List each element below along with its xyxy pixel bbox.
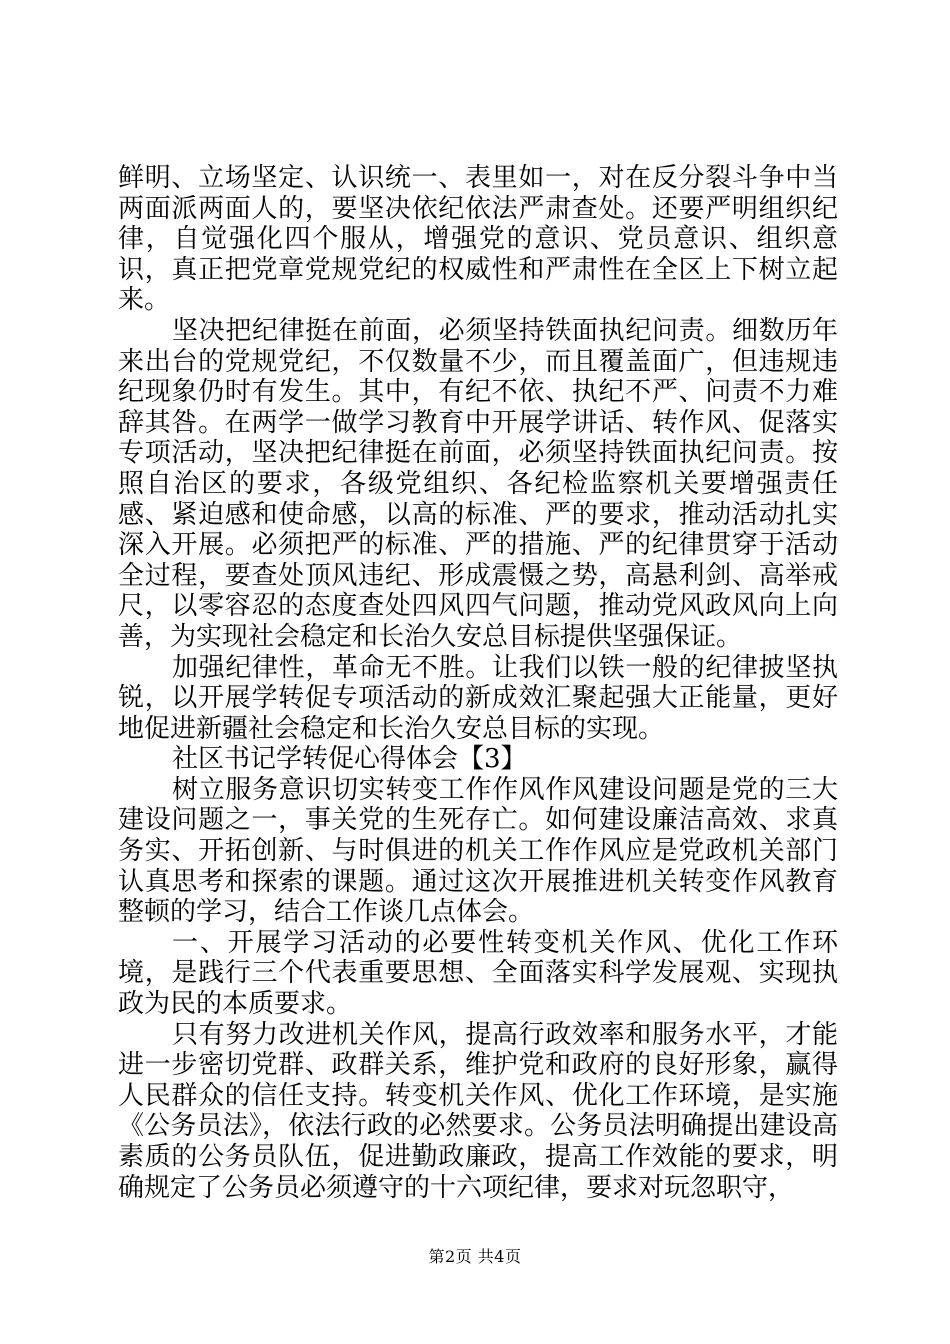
paragraph: 坚决把纪律挺在前面，必须坚持铁面执纪问责。细数历年来出台的党规党纪，不仅数量不少，而且覆盖面广，但违规违纪现象仍时有发生。其中，有纪不依、执纪不严、问责不力难辞其咎。在两学一做学习教育中开展学讲话、转作风、促落实专项活动，坚决把纪律挺在前面，必须坚持铁面执纪问责。按照自治区的要求，各级党组织、各纪检监察机关要增强责任感、紧迫感和使命感，以高的标准、严的要求，推动活动扎实深入开展。必须把严的标准、严的措施、严的纪律贯穿于活动全过程，要查处顶风违纪、形成震慑之势，高悬利剑、高举戒尺，以零容忍的态度查处四风四气问题，推动党风政风向上向善，为实现社会稳定和长治久安总目标提供坚强保证。	[118, 315, 838, 652]
paragraph: 只有努力改进机关作风，提高行政效率和服务水平，才能进一步密切党群、政群关系，维护党和政府的良好形象，赢得人民群众的信任支持。转变机关作风、优化工作环境，是实施《公务员法》，依法行政的必然要求。公务员法明确提出建设高素质的公务员队伍，促进勤政廉政，提高工作效能的要求，明确规定了公务员必须遵守的十六项纪律，要求对玩忽职守，	[118, 1019, 838, 1203]
paragraph: 树立服务意识切实转变工作作风作风建设问题是党的三大建设问题之一，事关党的生死存亡。如何建设廉洁高效、求真务实、开拓创新、与时俱进的机关工作作风应是党政机关部门认真思考和探索的课题。通过这次开展推进机关转变作风教育整顿的学习，结合工作谈几点体会。	[118, 774, 838, 928]
page-number-footer: 第2页 共4页	[428, 1247, 522, 1266]
paragraph: 加强纪律性，革命无不胜。让我们以铁一般的纪律披坚执锐，以开展学转促专项活动的新成效汇聚起强大正能量，更好地促进新疆社会稳定和长治久安总目标的实现。	[118, 652, 838, 744]
paragraph: 鲜明、立场坚定、认识统一、表里如一，对在反分裂斗争中当两面派两面人的，要坚决依纪依法严肃查处。还要严明组织纪律，自觉强化四个服从，增强党的意识、党员意识、组织意识，真正把党章党规党纪的权威性和严肃性在全区上下树立起来。	[118, 163, 838, 316]
paragraph: 一、开展学习活动的必要性转变机关作风、优化工作环境，是践行三个代表重要思想、全面落实科学发展观、实现执政为民的本质要求。	[118, 927, 838, 1020]
document-body	[118, 163, 838, 1203]
section-heading: 社区书记学转促心得体会【3】	[172, 744, 527, 775]
